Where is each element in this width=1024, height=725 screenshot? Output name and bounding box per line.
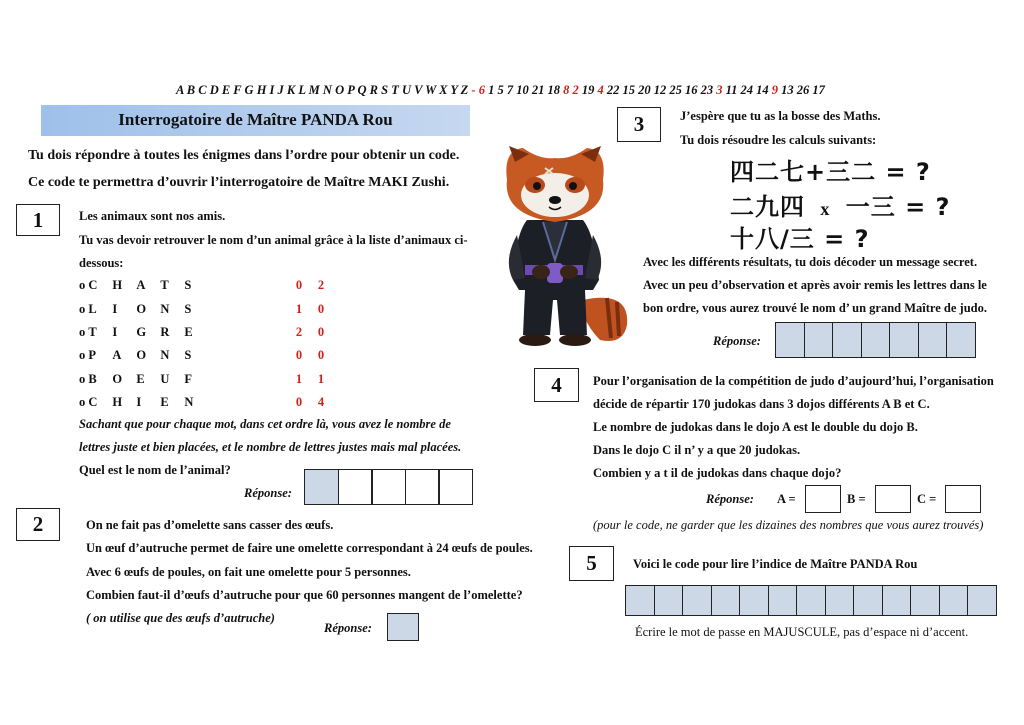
animal-letter: E (136, 372, 145, 386)
misplaced-count: 1 (317, 372, 325, 386)
animal-letter: O (136, 348, 147, 362)
q5-text: Voici le code pour lire l’indice de Maître PANDA Rou (633, 557, 918, 571)
q1-answer-label: Réponse: (244, 486, 292, 500)
cipher-letters: A B C D E F G H I J K L M N O P Q R S T U V W X Y Z (176, 83, 469, 97)
cipher-number: 6 (478, 83, 485, 97)
cipher-number: 7 (503, 83, 514, 97)
animal-letter: T (88, 325, 97, 339)
q5-code-cells (625, 585, 997, 616)
q1-intro-2: Tu vas devoir retrouver le nom d’un animal grâce à la liste d’animaux ci- (79, 233, 468, 247)
q4-c-label: C = (917, 492, 937, 506)
animal-letter: I (112, 302, 118, 316)
animal-word (88, 325, 208, 340)
q1-hint-2: lettres juste et bien placées, et le nombre de lettres justes mais mal placées. (79, 440, 462, 454)
animal-letter: G (136, 325, 147, 339)
animal-letter: A (136, 278, 146, 292)
q2-answer-label: Réponse: (324, 621, 372, 635)
cipher-number: 17 (809, 83, 825, 97)
question-5-number: 5 (569, 546, 614, 581)
bullet: o (79, 395, 89, 409)
cipher-number: 2 (569, 83, 579, 97)
answer-cell[interactable] (438, 469, 473, 505)
answer-cell[interactable] (711, 585, 741, 616)
answer-cell[interactable] (338, 469, 373, 505)
cipher-number: 14 (753, 83, 769, 97)
question-2-number: 2 (16, 508, 60, 541)
q4-line-2: décide de répartir 170 judokas dans 3 dojos différents A B et C. (593, 397, 930, 411)
answer-cell[interactable] (853, 585, 883, 616)
bullet: o (79, 325, 89, 339)
q2-answer-cell[interactable] (387, 613, 419, 641)
question-4-number: 4 (534, 368, 579, 402)
q3-answer-label: Réponse: (713, 334, 761, 348)
q4-a-label: A = (777, 492, 796, 506)
animal-letter: O (112, 372, 123, 386)
q4-line-5: Combien y a t il de judokas dans chaque dojo? (593, 466, 842, 480)
q4-line-4: Dans le dojo C il n’ y a que 20 judokas. (593, 443, 801, 457)
good-count: 0 (295, 278, 303, 292)
cipher-line (176, 83, 825, 98)
animal-score (288, 348, 332, 363)
q1-intro-3: dessous: (79, 256, 124, 270)
misplaced-count: 0 (317, 302, 325, 316)
animal-letter: S (184, 278, 192, 292)
answer-cell[interactable] (825, 585, 855, 616)
animal-score (288, 325, 332, 340)
cipher-number: 4 (594, 83, 604, 97)
misplaced-count: 0 (317, 325, 325, 339)
cipher-number: 25 (666, 83, 682, 97)
cipher-number: 5 (494, 83, 504, 97)
answer-cell[interactable] (889, 322, 919, 358)
q4-a-input[interactable] (805, 485, 841, 513)
animal-word (88, 395, 208, 410)
q3-msg-1: Avec les différents résultats, tu dois décoder un message secret. (643, 255, 978, 269)
animal-row (79, 372, 208, 387)
answer-cell[interactable] (768, 585, 798, 616)
animal-letter: S (184, 302, 192, 316)
animal-letter: B (88, 372, 97, 386)
q3-answer-cells (775, 322, 976, 358)
cipher-number: 22 (603, 83, 620, 97)
animal-letter: C (88, 395, 98, 409)
misplaced-count: 0 (317, 348, 325, 362)
q4-b-label: B = (847, 492, 866, 506)
animal-letter: U (160, 372, 170, 386)
cipher-number: 26 (793, 83, 810, 97)
q2-line-1: On ne fait pas d’omelette sans casser des œufs. (86, 518, 334, 532)
animal-score (288, 302, 332, 317)
cipher-number: 20 (634, 83, 651, 97)
cipher-number: 1 (484, 83, 495, 97)
animal-letter: O (136, 302, 147, 316)
animal-letter: S (184, 348, 192, 362)
answer-cell[interactable] (654, 585, 684, 616)
answer-cell[interactable] (796, 585, 826, 616)
good-count: 0 (295, 395, 303, 409)
cipher-number: 24 (737, 83, 754, 97)
animal-letter: E (184, 325, 193, 339)
bullet: o (79, 278, 89, 292)
misplaced-count: 4 (317, 395, 325, 409)
q3-calc-1: 四二七+三二 = ? (730, 158, 931, 186)
answer-cell[interactable] (775, 322, 805, 358)
animal-letter: I (136, 395, 142, 409)
animal-row (79, 348, 208, 363)
animal-row (79, 395, 208, 410)
q4-answer-label: Réponse: (706, 492, 754, 506)
q2-line-2: Un œuf d’autruche permet de faire une omelette correspondant à 24 œufs de poules. (86, 541, 533, 555)
good-count: 1 (295, 372, 303, 386)
animal-letter: C (88, 278, 98, 292)
q3-calc-2b: 一三 = ? (845, 193, 951, 221)
cipher-number: 19 (578, 83, 595, 97)
animal-letter: R (160, 325, 170, 339)
intro-line-2: Ce code te permettra d’ouvrir l’interrogatoire de Maître MAKI Zushi. (28, 175, 450, 190)
q3-line-1: J’espère que tu as la bosse des Maths. (680, 109, 881, 123)
cipher-number: 13 (778, 83, 794, 97)
answer-cell[interactable] (882, 585, 912, 616)
answer-cell[interactable] (739, 585, 769, 616)
answer-cell[interactable] (946, 322, 976, 358)
q3-calc-3: 十八/三 = ? (730, 225, 870, 253)
q3-line-2: Tu dois résoudre les calculs suivants: (680, 133, 877, 147)
cipher-number: 16 (681, 83, 698, 97)
answer-cell[interactable] (861, 322, 891, 358)
q5-footer: Écrire le mot de passe en MAJUSCULE, pas d’espace ni d’accent. (635, 625, 969, 639)
animal-word (88, 278, 208, 293)
good-count: 1 (295, 302, 303, 316)
answer-cell[interactable] (625, 585, 655, 616)
animal-letter: N (160, 348, 170, 362)
cipher-numbers (479, 83, 825, 97)
animal-letter: N (184, 395, 194, 409)
animal-letter: F (184, 372, 193, 386)
red-panda-judoka-illustration (495, 140, 635, 355)
animal-word (88, 302, 208, 317)
cipher-number: 12 (650, 83, 667, 97)
answer-cell[interactable] (939, 585, 969, 616)
answer-cell[interactable] (918, 322, 948, 358)
bullet: o (79, 302, 89, 316)
q4-b-input[interactable] (875, 485, 911, 513)
intro-line-1: Tu dois répondre à toutes les énigmes dans l’ordre pour obtenir un code. (28, 148, 460, 163)
answer-cell[interactable] (405, 469, 440, 505)
q3-msg-2: Avec un peu d’observation et après avoir remis les lettres dans le (643, 278, 987, 292)
animal-score (288, 278, 332, 293)
page-title: Interrogatoire de Maître PANDA Rou (118, 110, 393, 129)
animal-letter: A (112, 348, 122, 362)
q1-answer-cells (304, 469, 473, 505)
q3-calc-2-op: x (820, 199, 831, 219)
q1-question: Quel est le nom de l’animal? (79, 463, 231, 477)
q4-line-1: Pour l’organisation de la compétition de judo d’aujourd’hui, l’organisation (593, 374, 994, 388)
bullet: o (79, 372, 89, 386)
q3-calc-2 (730, 187, 950, 222)
cipher-number: 9 (768, 83, 779, 97)
q4-c-input[interactable] (945, 485, 981, 513)
cipher-number: 23 (697, 83, 714, 97)
q3-msg-3: bon ordre, vous aurez trouvé le nom d’ un grand Maître de judo. (643, 301, 987, 315)
answer-cell[interactable] (910, 585, 940, 616)
question-1-number: 1 (16, 204, 60, 236)
animal-letter: H (112, 395, 123, 409)
q4-line-3: Le nombre de judokas dans le dojo A est le double du dojo B. (593, 420, 918, 434)
answer-cell[interactable] (967, 585, 997, 616)
q2-note: ( on utilise que des œufs d’autruche) (86, 611, 275, 625)
q2-line-3: Avec 6 œufs de poules, on fait une omelette pour 5 personnes. (86, 565, 411, 579)
animal-letter: E (160, 395, 169, 409)
good-count: 2 (295, 325, 303, 339)
cipher-number: 21 (528, 83, 545, 97)
animal-letter: I (112, 325, 118, 339)
q3-calc-2a: 二九四 (730, 193, 805, 221)
animal-word (88, 348, 208, 363)
cipher-sep: - (468, 83, 479, 97)
misplaced-count: 2 (317, 278, 325, 292)
q1-intro-1: Les animaux sont nos amis. (79, 209, 226, 223)
q2-line-4: Combien faut-il d’œufs d’autruche pour que 60 personnes mangent de l’omelette? (86, 588, 523, 602)
animal-letter: P (88, 348, 97, 362)
animal-letter: N (160, 302, 170, 316)
animal-letter: H (112, 278, 123, 292)
animal-word (88, 372, 208, 387)
cipher-number: 18 (544, 83, 560, 97)
answer-cell[interactable] (832, 322, 862, 358)
animal-score (288, 372, 332, 387)
good-count: 0 (295, 348, 303, 362)
animal-letter: T (160, 278, 169, 292)
cipher-number: 3 (713, 83, 723, 97)
question-3-number: 3 (617, 107, 661, 142)
animal-row (79, 302, 208, 317)
animal-letter: L (88, 302, 97, 316)
answer-cell[interactable] (804, 322, 834, 358)
cipher-number: 15 (619, 83, 635, 97)
answer-cell[interactable] (682, 585, 712, 616)
cipher-number: 8 (559, 83, 570, 97)
bullet: o (79, 348, 89, 362)
cipher-number: 11 (722, 83, 738, 97)
q4-note: (pour le code, ne garder que les dizaines des nombres que vous aurez trouvés) (593, 518, 984, 532)
answer-cell[interactable] (304, 469, 339, 505)
cipher-number: 10 (513, 83, 529, 97)
q1-hint-1: Sachant que pour chaque mot, dans cet ordre là, vous avez le nombre de (79, 417, 451, 431)
animal-row (79, 325, 208, 340)
animal-row (79, 278, 208, 293)
animal-score (288, 395, 332, 410)
answer-cell[interactable] (371, 469, 406, 505)
